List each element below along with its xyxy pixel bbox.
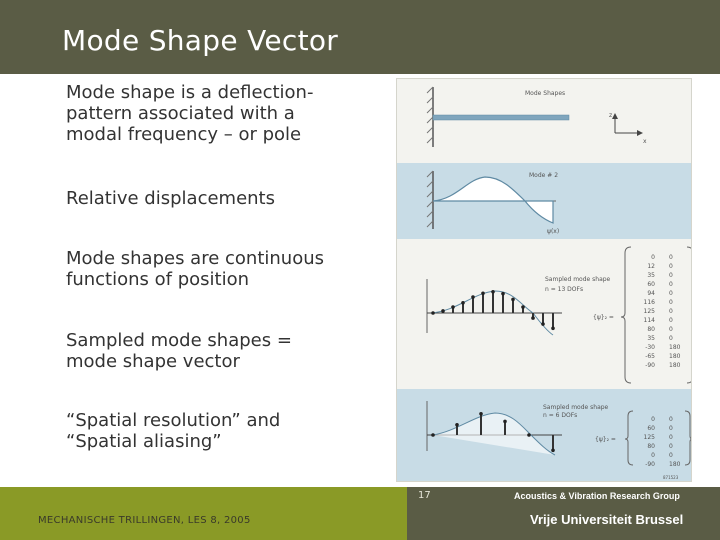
vec13-phase: 180 (669, 362, 681, 369)
bullet-4 (66, 330, 292, 372)
vec13-mag: 12 (647, 263, 655, 270)
vec6-mag: -90 (645, 461, 655, 468)
sample-point (527, 433, 531, 437)
panel-4-subtitle: n = 6 DOFs (543, 412, 578, 419)
bullet-1 (66, 82, 313, 145)
bullet-3 (66, 248, 324, 290)
vec13-mag: 80 (647, 326, 655, 333)
panel-3-subtitle: n = 13 DOFs (545, 286, 584, 293)
vec6-mag: 60 (647, 425, 655, 432)
bullet-2 (66, 188, 275, 209)
vec13-phase: 180 (669, 353, 681, 360)
vec6-mag: 80 (647, 443, 655, 450)
university-name: Vrije Universiteit Brussel (530, 512, 684, 527)
psi-label: ψ(x) (547, 228, 560, 235)
sample-point (511, 298, 515, 302)
vec6-phase: 0 (669, 425, 673, 432)
panel-3-vector-label: {ψ}₂ = (593, 314, 614, 321)
sample-point (431, 311, 435, 315)
vec13-phase: 0 (669, 272, 673, 279)
vec6-phase: 180 (669, 461, 681, 468)
bullet-line: Relative displacements (66, 188, 275, 209)
sample-point (481, 291, 485, 295)
vec13-mag: 35 (647, 335, 655, 342)
vec13-mag: -30 (645, 344, 655, 351)
panel-4-title: Sampled mode shape (543, 404, 609, 411)
panel-4-vector-label: {ψ}₂ = (595, 436, 616, 443)
vec6-phase: 0 (669, 416, 673, 423)
vec6-phase: 0 (669, 452, 673, 459)
bullet-line: modal frequency – or pole (66, 124, 302, 145)
sample-point (521, 305, 525, 309)
vec13-mag: 0 (651, 254, 655, 261)
vec13-phase: 0 (669, 335, 673, 342)
sample-point (531, 316, 535, 320)
sample-point (441, 309, 445, 313)
sample-point (551, 327, 555, 331)
vec6-phase: 0 (669, 434, 673, 441)
axis-x-label: x (643, 138, 647, 145)
mode-shape-figure (396, 78, 692, 482)
bullet-line: pattern associated with a (66, 103, 295, 124)
vec13-mag: 35 (647, 272, 655, 279)
vec13-mag: -90 (645, 362, 655, 369)
bullet-line: functions of position (66, 269, 249, 290)
sample-point (501, 292, 505, 296)
vec13-phase: 0 (669, 326, 673, 333)
vec13-mag: 116 (643, 299, 655, 306)
vec6-mag: 0 (651, 452, 655, 459)
bullet-line: mode shape vector (66, 351, 240, 372)
vec13-mag: 60 (647, 281, 655, 288)
figure-code: 871523 (663, 475, 679, 480)
page-number: 17 (418, 490, 431, 501)
sample-point (541, 322, 545, 326)
bullet-line: “Spatial aliasing” (66, 431, 222, 452)
vec13-phase: 0 (669, 317, 673, 324)
sample-point (551, 449, 555, 453)
sample-point (491, 290, 495, 294)
vec13-mag: -65 (645, 353, 655, 360)
vec13-phase: 0 (669, 308, 673, 315)
vec13-phase: 0 (669, 263, 673, 270)
course-label: MECHANISCHE TRILLINGEN, LES 8, 2005 (38, 515, 251, 526)
vec6-mag: 0 (651, 416, 655, 423)
vec13-mag: 94 (647, 290, 655, 297)
vec13-phase: 180 (669, 344, 681, 351)
sample-point (455, 423, 459, 427)
bullet-line: Mode shapes are continuous (66, 248, 325, 269)
sample-point (431, 433, 435, 437)
beam-undeformed (433, 115, 569, 120)
vec13-phase: 0 (669, 254, 673, 261)
vec13-mag: 125 (643, 308, 655, 315)
panel-2-title: Mode # 2 (529, 172, 559, 179)
vec13-mag: 114 (643, 317, 655, 324)
bullet-line: Mode shape is a deflection- (66, 82, 314, 103)
panel-3-title: Sampled mode shape (545, 276, 611, 283)
slide-title: Mode Shape Vector (62, 24, 339, 57)
title-bar (0, 0, 720, 74)
research-group: Acoustics & Vibration Research Group (514, 491, 680, 501)
bullet-line: “Spatial resolution” and (66, 410, 281, 431)
sample-point (471, 295, 475, 299)
vec13-phase: 0 (669, 281, 673, 288)
sample-point (451, 305, 455, 309)
axis-z-label: z (609, 112, 613, 119)
sample-point (503, 420, 507, 424)
mode-shape-illustration (397, 79, 692, 482)
bullet-5 (66, 410, 280, 452)
sample-point (461, 301, 465, 305)
vec6-phase: 0 (669, 443, 673, 450)
vec13-phase: 0 (669, 299, 673, 306)
vec6-mag: 125 (643, 434, 655, 441)
vec13-phase: 0 (669, 290, 673, 297)
panel-1-title: Mode Shapes (525, 90, 566, 97)
bullet-line: Sampled mode shapes = (66, 330, 292, 351)
sample-point (479, 412, 483, 416)
